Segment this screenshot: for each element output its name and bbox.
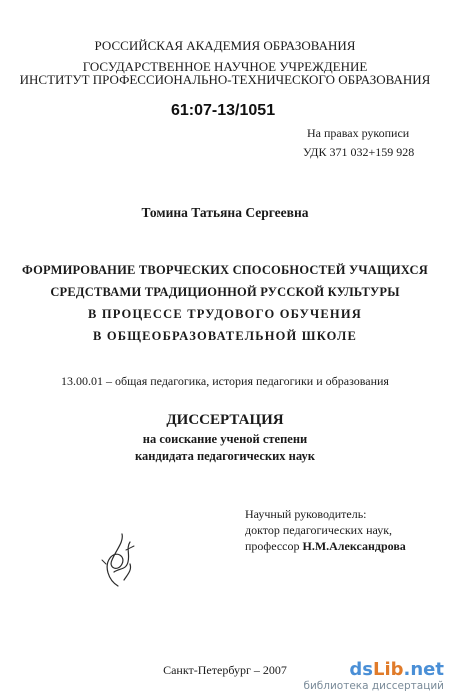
thesis-title-line-4: В ОБЩЕОБРАЗОВАТЕЛЬНОЙ ШКОЛЕ — [92, 329, 358, 343]
supervisor-degree: доктор педагогических наук, — [245, 523, 393, 537]
thesis-title-line-2: СРЕДСТВАМИ ТРАДИЦИОННОЙ РУССКОЙ КУЛЬТУРЫ — [50, 285, 400, 299]
thesis-title-line-3: В ПРОЦЕССЕ ТРУДОВОГО ОБУЧЕНИЯ — [88, 307, 362, 321]
degree-line-1: на соискание ученой степени — [142, 432, 308, 446]
watermark — [303, 661, 444, 692]
city-year: Санкт-Петербург – 2007 — [163, 663, 287, 677]
degree-line-2: кандидата педагогических наук — [135, 449, 315, 463]
handwritten-signature — [96, 520, 146, 592]
watermark-logo: dsLib.net — [349, 659, 444, 680]
institution-line-2: ИНСТИТУТ ПРОФЕССИОНАЛЬНО-ТЕХНИЧЕСКОГО ОБРАЗОВАНИЯ — [19, 72, 431, 87]
udk-code: УДК 371 032+159 928 — [303, 145, 415, 159]
thesis-title-line-1: ФОРМИРОВАНИЕ ТВОРЧЕСКИХ СПОСОБНОСТЕЙ УЧАЩИХСЯ — [21, 263, 429, 277]
supervisor-name: Н.М.Александрова — [302, 539, 406, 553]
supervisor-line — [245, 539, 406, 554]
dissertation-heading: ДИССЕРТАЦИЯ — [166, 412, 284, 428]
rights-note: На правах рукописи — [307, 126, 410, 140]
stamp-code: 61:07-13/1051 — [171, 102, 276, 119]
institution-line-1: ГОСУДАРСТВЕННОЕ НАУЧНОЕ УЧРЕЖДЕНИЕ — [82, 59, 368, 74]
supervisor-title: профессор — [245, 539, 303, 553]
watermark-subtitle: библиотека диссертаций — [303, 680, 444, 692]
author-name: Томина Татьяна Сергеевна — [141, 205, 309, 220]
academy-name: РОССИЙСКАЯ АКАДЕМИЯ ОБРАЗОВАНИЯ — [94, 38, 356, 53]
specialty-code: 13.00.01 – общая педагогика, история педагогики и образования — [61, 374, 389, 388]
supervisor-label: Научный руководитель: — [245, 507, 367, 521]
